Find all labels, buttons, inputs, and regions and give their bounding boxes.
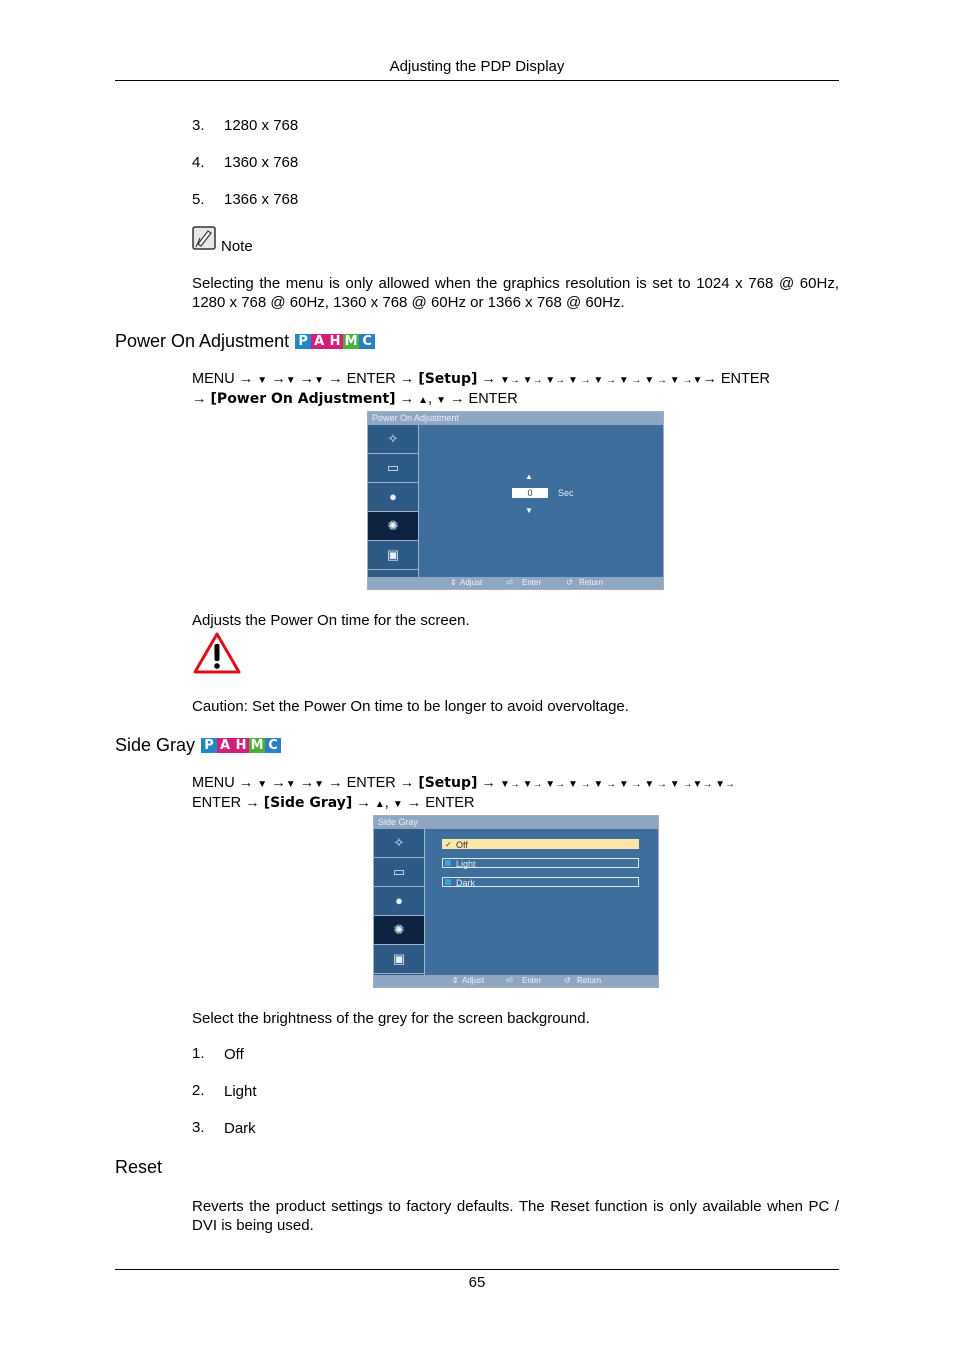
sound-icon: ▭ [368,454,418,483]
picture-icon: ✧ [368,425,418,454]
osd-footer [374,975,658,987]
section-title: Reset [115,1157,163,1177]
osd-title: Side Gray [374,816,658,829]
option-light[interactable] [442,858,639,868]
osd-sidebar [368,425,419,577]
bullet-icon [445,860,451,866]
adjust-label: Adjust [462,976,485,985]
down-arrow-icon: ▼ [285,375,296,386]
reset-text [192,1197,839,1235]
osd-title: Power On Adjustment [368,412,663,425]
setup-icon: ✺ [374,916,424,945]
option-dark[interactable] [442,877,639,887]
path-text: → [481,371,496,387]
down-arrow-icon: ▼ [257,779,268,790]
list-item: 1360 x 768 [224,154,299,171]
list-item: Dark [224,1120,256,1137]
path-text: , [428,391,433,407]
path-text: → ENTER → [328,371,415,387]
badge-letter: M [250,738,264,753]
page-header: Adjusting the PDP Display [389,58,565,75]
down-arrow-icon: ▼ [257,375,268,386]
down-arrow-icon: ▼ [392,799,403,810]
list-item: Off [224,1046,244,1063]
path-text: MENU → [192,775,254,791]
dvi-label: DVI [192,1217,218,1234]
option-label: Light [456,859,476,869]
return-icon: ↺ [564,976,571,985]
path-text: → [271,775,286,791]
list-item: Light [224,1083,257,1100]
badge-letter: A [311,334,327,349]
enter-label: Enter [522,578,542,587]
reset-text-part: is being used. [221,1217,314,1234]
power-on-description: Adjusts the Power On time for the screen. [192,612,470,629]
value-box: 0 [512,488,548,498]
badge-letter: A [217,738,233,753]
down-arrow-icon: ▼ [525,506,533,515]
mode-badge [295,334,375,349]
menu-key: [Side Gray] [263,795,353,811]
pc-label: PC [808,1198,830,1215]
return-icon: ↺ [566,578,573,587]
menu-path [192,774,842,794]
option-label: Off [456,840,468,850]
section-title: Side Gray [115,735,196,755]
menu-key: [Power On Adjustment] [210,391,396,407]
list-number: 1. [192,1045,205,1062]
page-number: 65 [468,1274,486,1291]
enter-icon: ⏎ [506,578,513,587]
badge-letter: H [233,738,249,753]
up-arrow-icon: ▲ [374,799,385,810]
separator: / [834,1198,840,1215]
note-label: Note [221,238,253,255]
multi-control-icon: ▣ [368,541,418,570]
path-text: → [299,371,315,387]
return-label: Return [577,976,602,985]
adjust-icon: ⇕ [450,578,457,587]
settings-icon: ● [374,887,424,916]
path-text: → ENTER [450,391,518,407]
picture-icon: ✧ [374,829,424,858]
path-text: → [481,775,496,791]
list-item: 1280 x 768 [224,117,299,134]
list-item: 1366 x 768 [224,191,299,208]
down-arrow-icon: ▼→ ▼→ ▼→ ▼ → ▼ → ▼ → ▼ → ▼ →▼ [499,375,703,386]
path-text: → [271,371,286,387]
caution-text: Caution: Set the Power On time to be longer to avoid overvoltage. [192,698,629,715]
menu-key: [Setup] [418,371,478,387]
list-number: 3. [192,1119,205,1136]
down-arrow-icon: ▼ [436,395,446,406]
badge-letter: C [359,334,375,349]
list-number: 4. [192,154,205,171]
osd-footer [368,577,663,589]
badge-letter: H [327,334,343,349]
down-arrow-icon: ▼ [314,779,325,790]
enter-icon: ⏎ [506,976,513,985]
path-text: , [384,795,389,811]
warning-icon [192,631,242,675]
path-text: → [299,775,315,791]
section-title: Power On Adjustment [115,331,290,351]
return-label: Return [579,578,604,587]
list-number: 3. [192,117,205,134]
menu-path-line2 [192,794,839,814]
reset-text-part: Reverts the product settings to factory defaults. The Reset function is only available when [192,1198,803,1215]
check-icon: ✓ [445,840,452,849]
list-number: 2. [192,1082,205,1099]
enter-label: Enter [522,976,542,985]
section-heading-power-on [115,331,375,352]
multi-control-icon: ▣ [374,945,424,974]
note-icon [192,226,216,250]
header-rule [115,80,839,81]
list-number: 5. [192,191,205,208]
adjust-label: Adjust [460,578,483,587]
path-text: → [356,795,371,811]
osd-screenshot-side-gray [373,815,659,988]
badge-letter: C [265,738,281,753]
menu-path-line2 [192,390,839,410]
down-arrow-icon: ▼ [314,375,325,386]
badge-letter: M [344,334,358,349]
path-text: ENTER → [192,795,260,811]
adjust-icon: ⇕ [452,976,459,985]
path-text: → [192,391,207,407]
down-arrow-icon: ▼ [285,779,296,790]
bullet-icon [445,879,451,885]
option-label: Dark [456,878,476,888]
osd-screenshot-power-on [367,411,664,590]
section-heading-side-gray [115,735,281,756]
badge-letter: P [295,334,311,349]
section-heading-reset [115,1157,162,1178]
sound-icon: ▭ [374,858,424,887]
menu-key: [Setup] [418,775,478,791]
footer-rule [115,1269,839,1270]
path-text: → ENTER → [328,775,415,791]
down-arrow-icon: ▼→ ▼→ ▼→ ▼ → ▼ → ▼ → ▼ → ▼ →▼→ ▼→ [499,779,736,790]
note-text: Selecting the menu is only allowed when the graphics resolution is set to 1024 x 768 @ 60Hz, 1280 x 768 @ 60Hz, 1360 x 768 @ 60Hz or 1366 x 768 @ 60Hz. [192,275,839,311]
side-gray-description: Select the brightness of the grey for the screen background. [192,1010,590,1027]
unit-label: Sec [558,488,574,498]
menu-path [192,370,842,390]
option-off[interactable] [442,839,639,849]
up-arrow-icon: ▲ [418,395,429,406]
badge-letter: P [201,738,217,753]
setup-icon: ✺ [368,512,418,541]
path-text: → ENTER [702,371,771,387]
up-arrow-icon: ▲ [525,472,533,481]
osd-sidebar [374,829,425,975]
path-text: → [399,391,415,407]
mode-badge [201,738,281,753]
path-text: → ENTER [406,795,475,811]
settings-icon: ● [368,483,418,512]
path-text: MENU → [192,371,254,387]
